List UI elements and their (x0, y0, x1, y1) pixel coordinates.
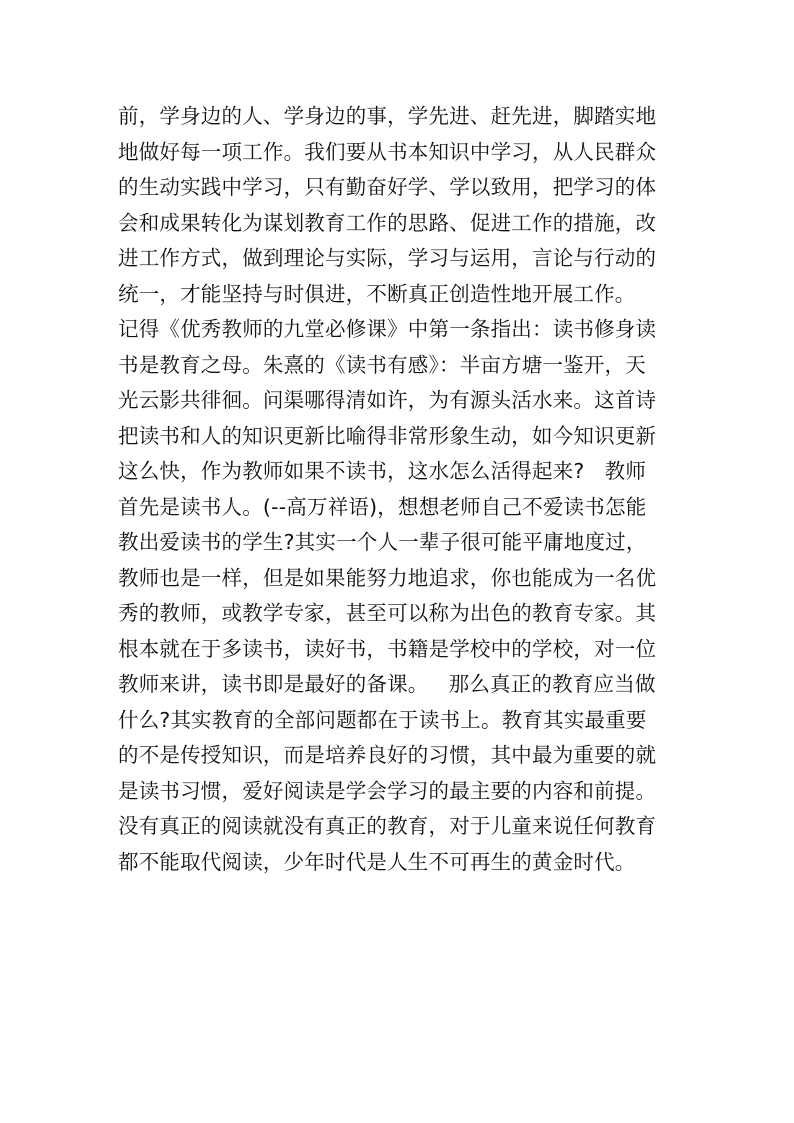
text-line: 的不是传授知识，而是培养良好的习惯，其中最为重要的就 (118, 743, 657, 767)
text-line: 的生动实践中学习，只有勤奋好学、学以致用，把学习的体 (118, 175, 657, 199)
text-line: 统一，才能坚持与时俱进，不断真正创造性地开展工作。 (118, 281, 636, 306)
text-line: 书是教育之母。朱熹的《读书有感》：半亩方塘一鉴开，天 (118, 352, 646, 377)
text-line: 教出爱读书的学生?其实一个人一辈子很可能平庸地度过， (118, 530, 647, 554)
text-line: 地做好每一项工作。我们要从书本知识中学习，从人民群众 (118, 139, 657, 164)
text-line: 根本就在于多读书，读好书，书籍是学校中的学校，对一位 (118, 636, 657, 661)
text-line: 教师来讲，读书即是最好的备课。 那么真正的教育应当做 (118, 672, 656, 696)
text-line: 记得《优秀教师的九堂必修课》中第一条指出：读书修身读 (118, 317, 657, 341)
text-line: 是读书习惯，爱好阅读是学会学习的最主要的内容和前提。 (118, 778, 657, 803)
text-line: 教师也是一样，但是如果能努力地追求，你也能成为一名优 (118, 565, 657, 590)
text-line: 把读书和人的知识更新比喻得非常形象生动，如今知识更新 (118, 423, 657, 448)
text-line: 都不能取代阅读，少年时代是人生不可再生的黄金时代。 (118, 849, 636, 874)
text-line: 会和成果转化为谋划教育工作的思路、促进工作的措施，改 (118, 210, 657, 235)
text-line: 没有真正的阅读就没有真正的教育，对于儿童来说任何教育 (118, 814, 657, 838)
text-line: 首先是读书人。(--高万祥语)，想想老师自己不爱读书怎能 (118, 494, 647, 519)
body-text (118, 99, 718, 880)
text-line: 光云影共徘徊。问渠哪得清如许，为有源头活水来。这首诗 (118, 388, 657, 412)
text-line: 前，学身边的人、学身边的事，学先进、赶先进，脚踏实地 (118, 104, 657, 128)
text-line: 进工作方式，做到理论与实际，学习与运用，言论与行动的 (118, 246, 657, 270)
text-line: 这么快，作为教师如果不读书，这水怎么活得起来? 教师 (118, 459, 647, 483)
text-line: 秀的教师，或教学专家，甚至可以称为出色的教育专家。其 (118, 601, 657, 625)
text-line: 什么?其实教育的全部问题都在于读书上。教育其实最重要 (118, 707, 647, 732)
